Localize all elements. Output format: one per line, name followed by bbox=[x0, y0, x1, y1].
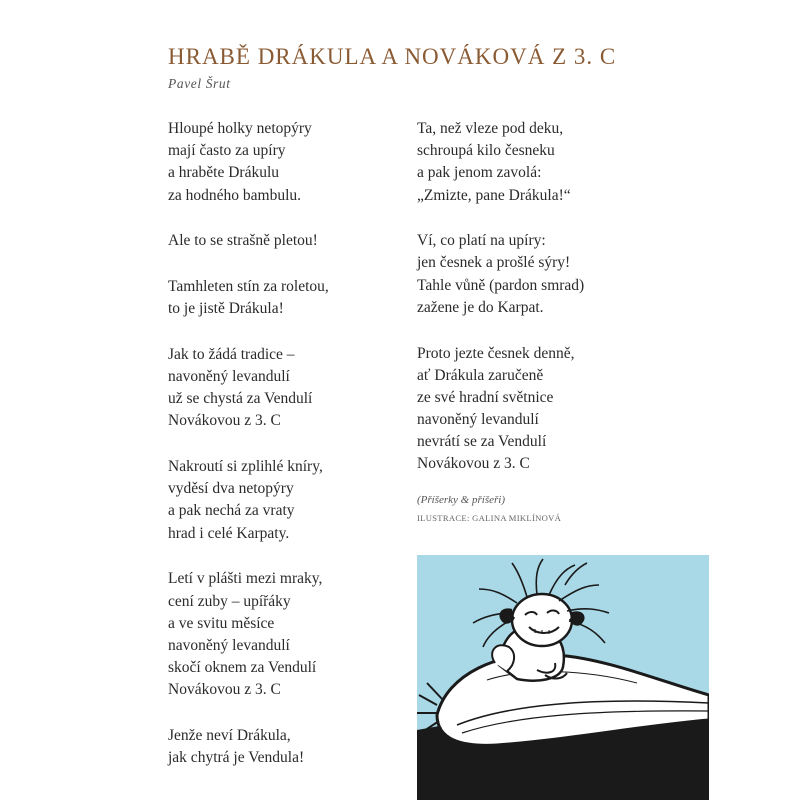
poem-line: Novákovou z 3. C bbox=[168, 412, 281, 430]
poem-column-left bbox=[168, 118, 398, 793]
girl-head bbox=[512, 594, 572, 646]
poem-line: jak chytrá je Vendula! bbox=[168, 749, 305, 767]
poem-line: a pak jenom zavolá: bbox=[417, 164, 542, 182]
poem-line: vyděsí dva netopýry bbox=[168, 480, 294, 498]
poem-line: Jak to žádá tradice – bbox=[168, 345, 295, 363]
poem-line: zažene je do Karpat. bbox=[417, 298, 544, 316]
poem-line: Novákovou z 3. C bbox=[168, 681, 281, 699]
stanza bbox=[168, 230, 398, 252]
poem-column-right bbox=[417, 118, 657, 499]
poem-line: a ve svitu měsíce bbox=[168, 614, 275, 632]
stanza bbox=[168, 276, 398, 320]
poem-line: jen česnek a prošlé sýry! bbox=[417, 254, 571, 272]
poem-line: schroupá kilo česneku bbox=[417, 142, 555, 160]
stanza bbox=[417, 230, 657, 319]
poem-line: ze své hradní světnice bbox=[417, 388, 554, 406]
poem-line: to je jistě Drákula! bbox=[168, 300, 284, 318]
poem-line: Hloupé holky netopýry bbox=[168, 120, 312, 137]
poem-line: Proto jezte česnek denně, bbox=[417, 344, 575, 362]
poem-line: navoněný levandulí bbox=[168, 368, 290, 385]
poem-line: a hraběte Drákulu bbox=[168, 164, 280, 182]
poem-line: hrad i celé Karpaty. bbox=[168, 524, 290, 542]
girl-hugging-garlic-illustration bbox=[417, 555, 709, 800]
stanza bbox=[168, 568, 398, 701]
poem-line: Tahle vůně (pardon smrad) bbox=[417, 276, 585, 294]
poem-line: mají často za upíry bbox=[168, 142, 286, 160]
stanza bbox=[168, 725, 398, 769]
poem-line: Jenže neví Drákula, bbox=[168, 726, 291, 744]
poem-line: navoněný levandulí bbox=[168, 636, 290, 654]
poem-line: skočí oknem za Vendulí bbox=[168, 659, 317, 677]
poem-line: navoněný levandulí bbox=[417, 411, 539, 429]
stanza bbox=[417, 118, 657, 207]
poem-line: a pak nechá za vraty bbox=[168, 502, 295, 520]
poem-line: Ví, co platí na upíry: bbox=[417, 232, 546, 250]
poem-author: Pavel Šrut bbox=[168, 76, 231, 91]
stanza bbox=[417, 343, 657, 476]
stanza bbox=[168, 456, 398, 545]
poem-line: ať Drákula zaručeně bbox=[417, 366, 544, 384]
poem-line: Letí v plášti mezi mraky, bbox=[168, 570, 323, 588]
poem-line: Tamhleten stín za roletou, bbox=[168, 277, 329, 295]
poem-line: cení zuby – upířáky bbox=[168, 592, 291, 610]
poem-line: Ta, než vleze pod deku, bbox=[417, 120, 564, 137]
poem-line: už se chystá za Vendulí bbox=[168, 390, 313, 408]
poem-line: za hodného bambulu. bbox=[168, 186, 302, 204]
poem-line: „Zmizte, pane Drákula!“ bbox=[417, 186, 571, 204]
poem-line: Ale to se strašně pletou! bbox=[168, 232, 318, 250]
source-book: (Příšerky & příšeři) bbox=[417, 494, 505, 506]
stanza bbox=[168, 118, 398, 207]
poem-line: Novákovou z 3. C bbox=[417, 455, 530, 473]
poem-title: HRABĚ DRÁKULA A NOVÁKOVÁ Z 3. C bbox=[168, 44, 617, 69]
poem-line: nevrátí se za Vendulí bbox=[417, 433, 547, 451]
stanza bbox=[168, 344, 398, 433]
illustrator-credit: ILUSTRACE: GALINA MIKLÍNOVÁ bbox=[417, 513, 562, 523]
poem-line: Nakroutí si zplihlé kníry, bbox=[168, 458, 323, 476]
